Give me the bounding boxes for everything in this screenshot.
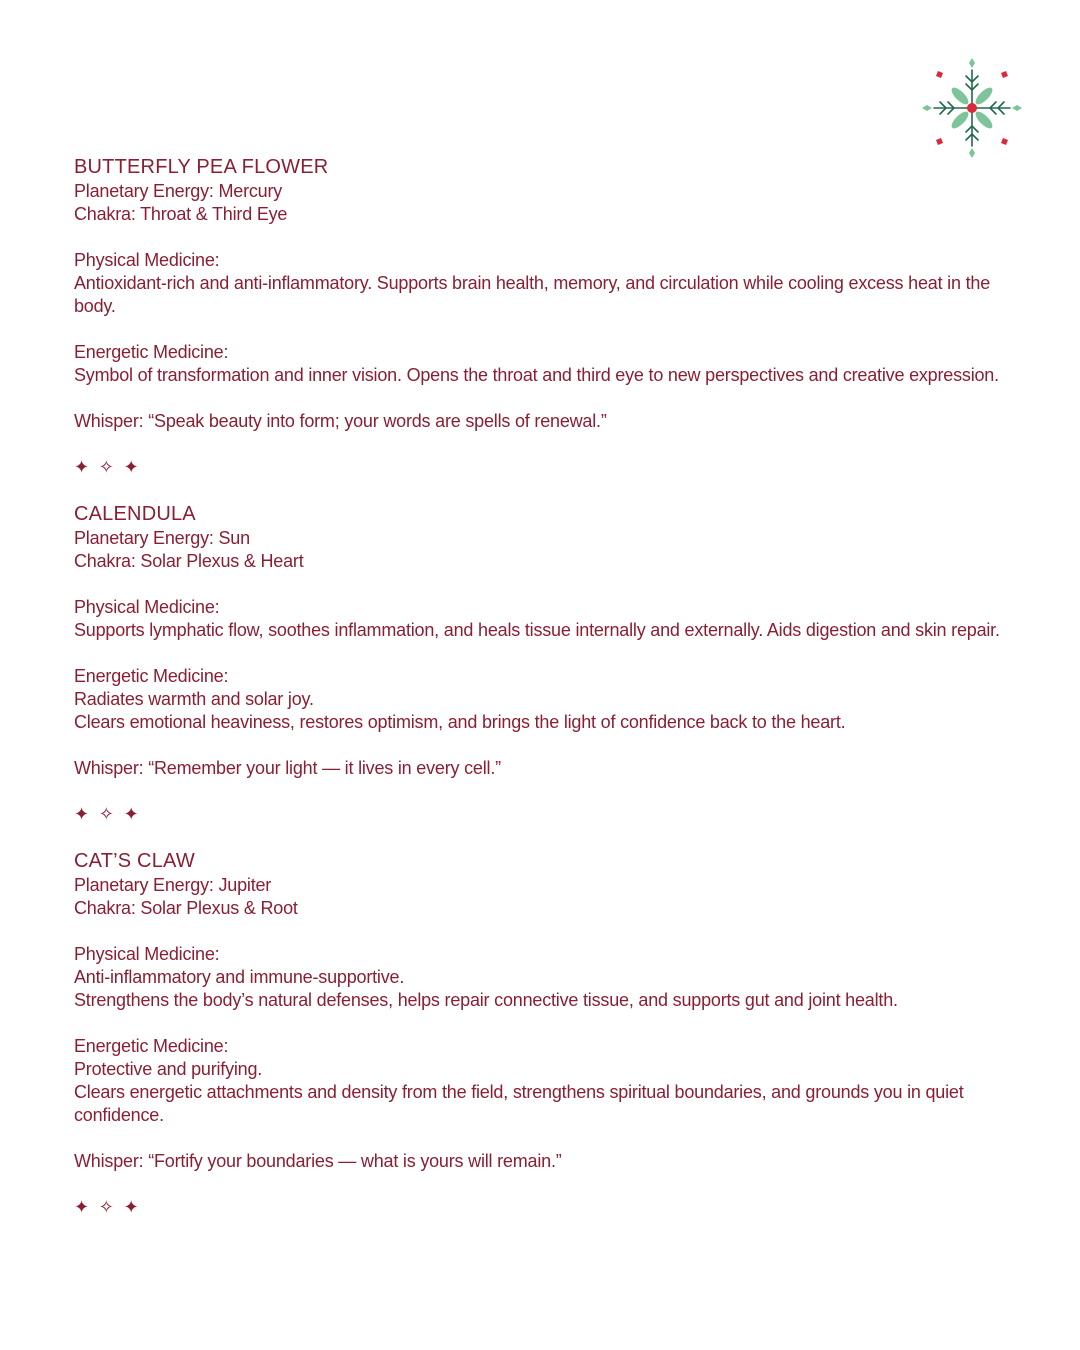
chakra: Chakra: Solar Plexus & Heart	[74, 551, 304, 571]
herb-title: BUTTERFLY PEA FLOWER	[74, 156, 329, 178]
herb-guide	[74, 155, 1034, 1219]
planetary-energy: Planetary Energy: Mercury	[74, 181, 283, 201]
physical-medicine-text: Strengthens the body’s natural defenses, helps repair connective tissue, and supports gut and joint health.	[74, 990, 898, 1010]
herb-title: CAT’S CLAW	[74, 850, 195, 872]
whisper-quote: Whisper: “Speak beauty into form; your words are spells of renewal.”	[74, 411, 607, 431]
star-divider: ✦ ✧ ✦	[74, 1197, 141, 1218]
physical-medicine-label: Physical Medicine:	[74, 250, 220, 270]
planetary-energy: Planetary Energy: Sun	[74, 528, 250, 548]
energetic-medicine-label: Energetic Medicine:	[74, 342, 229, 362]
herb-section-calendula	[74, 502, 1034, 849]
energetic-medicine-text: Clears emotional heaviness, restores optimism, and brings the light of confidence back to the heart.	[74, 712, 846, 732]
physical-medicine-text: Supports lymphatic flow, soothes inflammation, and heals tissue internally and externally. Aids digestion and skin repair.	[74, 620, 1000, 640]
snowflake-ornament-icon	[920, 56, 1024, 160]
energetic-medicine-label: Energetic Medicine:	[74, 666, 229, 686]
physical-medicine-text: Antioxidant-rich and anti-inflammatory. Supports brain health, memory, and circulation while cooling excess heat in the body.	[74, 273, 991, 316]
whisper-quote: Whisper: “Remember your light — it lives in every cell.”	[74, 758, 501, 778]
energetic-medicine-text: Clears energetic attachments and density from the field, strengthens spiritual boundaries, and grounds you in quiet confidence.	[74, 1082, 964, 1125]
star-divider: ✦ ✧ ✦	[74, 804, 141, 825]
physical-medicine-text: Anti-inflammatory and immune-supportive.	[74, 967, 405, 987]
energetic-medicine-label: Energetic Medicine:	[74, 1036, 229, 1056]
energetic-medicine-text: Radiates warmth and solar joy.	[74, 689, 314, 709]
herb-section-butterfly-pea	[74, 155, 1034, 502]
herb-title: CALENDULA	[74, 503, 196, 525]
physical-medicine-label: Physical Medicine:	[74, 944, 220, 964]
energetic-medicine-text: Protective and purifying.	[74, 1059, 263, 1079]
herb-section-cats-claw	[74, 849, 1034, 1219]
planetary-energy: Planetary Energy: Jupiter	[74, 875, 272, 895]
whisper-quote: Whisper: “Fortify your boundaries — what is yours will remain.”	[74, 1151, 562, 1171]
physical-medicine-label: Physical Medicine:	[74, 597, 220, 617]
chakra: Chakra: Solar Plexus & Root	[74, 898, 298, 918]
energetic-medicine-text: Symbol of transformation and inner vision. Opens the throat and third eye to new perspectives and creative expression.	[74, 365, 999, 385]
chakra: Chakra: Throat & Third Eye	[74, 204, 288, 224]
star-divider: ✦ ✧ ✦	[74, 457, 141, 478]
